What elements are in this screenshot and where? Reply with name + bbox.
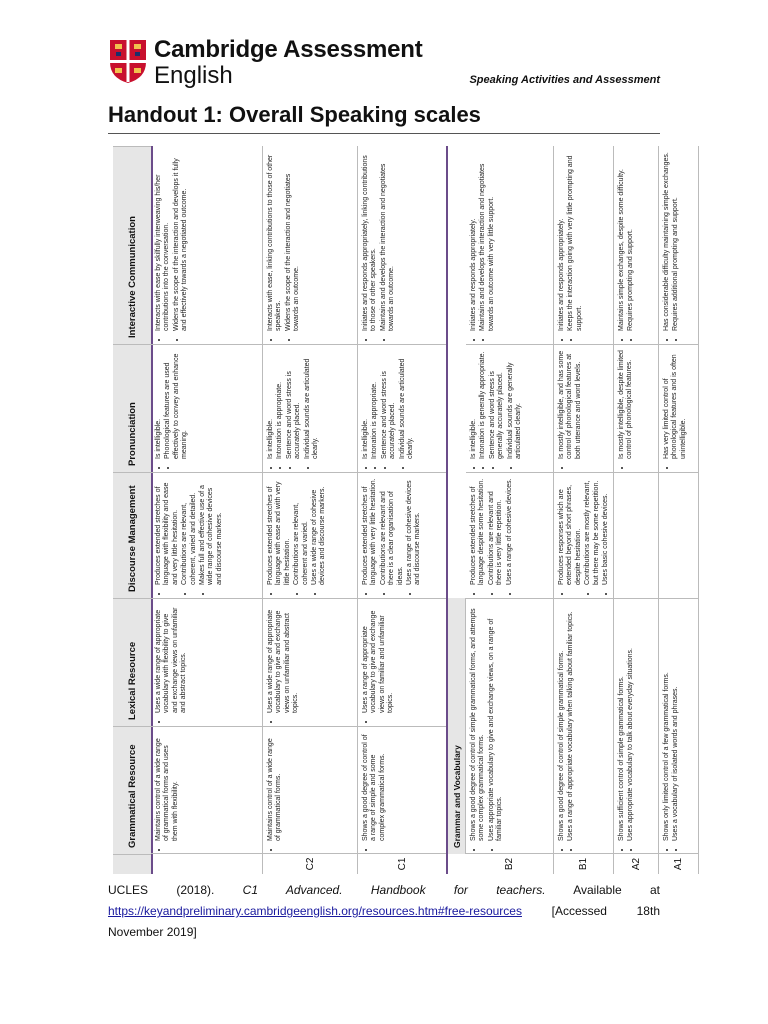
descriptor-item: • Uses appropriate vocabulary to give and exchange views, on a range of familiar topics. xyxy=(488,604,505,841)
grammar-vocabulary-cell xyxy=(659,598,698,854)
discourse-list xyxy=(558,478,610,593)
speaking-scales-grid xyxy=(113,146,687,874)
descriptor-item: • Intonation is appropriate. xyxy=(371,350,379,459)
interactive-list xyxy=(267,151,302,339)
level-label: C2 xyxy=(263,853,357,874)
grammar-vocabulary-list xyxy=(618,604,636,849)
grammar-vocabulary-cell xyxy=(466,598,553,854)
descriptor-item: • Intonation is appropriate. xyxy=(276,350,284,459)
descriptor-item: • Contributions are relevant, coherent, varied and detailed. xyxy=(181,478,198,585)
brand-name-line2: English xyxy=(154,62,233,89)
descriptor-item: • Makes full and effective use of a wide range of cohesive devices and discourse markers. xyxy=(199,478,224,585)
descriptor-item: • Individual sounds are generally articulated clearly. xyxy=(507,350,524,459)
table-row xyxy=(554,146,614,874)
level-label xyxy=(151,853,262,874)
interactive-list xyxy=(362,151,397,339)
level-label: A2 xyxy=(614,853,658,874)
level-label: C1 xyxy=(358,853,446,874)
pronunciation-cell xyxy=(659,344,698,472)
descriptor-item: • Produces extended stretches of language with very little hesitation. xyxy=(362,478,379,585)
descriptor-item: • Produces extended stretches of language with ease and with very little hesitation. xyxy=(267,478,292,585)
descriptor-item: • Sentence and word stress is generally accurately placed. xyxy=(489,350,506,459)
descriptor-item: • Uses a range of appropriate vocabulary to give and exchange views on familiar and unfamiliar topics. xyxy=(362,604,396,713)
pronunciation-cell xyxy=(614,344,658,472)
pronunciation-list xyxy=(663,350,688,467)
pronunciation-list xyxy=(155,350,190,467)
level-label: A1 xyxy=(659,853,698,874)
table-row xyxy=(358,146,448,874)
brand-name-line1: Cambridge Assessment xyxy=(154,36,423,63)
descriptor-item: • Is mostly intelligible, despite limited control of phonological features. xyxy=(618,350,635,459)
discourse-list xyxy=(155,478,224,593)
descriptor-item: • Uses a wide range of appropriate vocabulary with flexibility to give and exchange views on unfamiliar and abstract topics. xyxy=(155,604,189,713)
descriptor-item: • Maintains and develops the interaction and negotiates towards an outcome with very little support. xyxy=(479,151,496,331)
descriptor-item: • Initiates and responds appropriately. xyxy=(558,151,566,331)
speaking-scales-table xyxy=(113,146,687,874)
interactive-list xyxy=(618,151,636,339)
discourse-management-cell xyxy=(554,472,613,598)
descriptor-item: • Uses a vocabulary of isolated words and phrases. xyxy=(672,604,680,841)
interactive-communication-cell xyxy=(659,146,698,344)
column-header: Pronunciation xyxy=(113,344,151,472)
table-header-row xyxy=(113,146,153,874)
descriptor-item: • Interacts with ease, linking contributions to those of other speakers. xyxy=(267,151,284,331)
level-label: B2 xyxy=(466,853,553,874)
pronunciation-cell xyxy=(466,344,553,472)
descriptor-item: • Shows a good degree of control of simple grammatical forms. xyxy=(558,604,566,841)
header xyxy=(108,38,660,98)
descriptor-item: • Produces extended stretches of language with flexibility and ease and very little hesitation. xyxy=(155,478,180,585)
grammatical-list xyxy=(267,732,284,849)
descriptor-item: • Contributions are relevant and there is a clear organisation of ideas. xyxy=(380,478,405,585)
discourse-management-cell xyxy=(358,472,446,598)
descriptor-item: • Contributions are relevant, coherent and varied. xyxy=(293,478,310,585)
pronunciation-list xyxy=(267,350,320,467)
interactive-list xyxy=(663,151,681,339)
descriptor-item: • Intonation is generally appropriate. xyxy=(479,350,487,459)
grammar-vocabulary-cell xyxy=(614,598,658,854)
discourse-list xyxy=(470,478,514,593)
interactive-communication-cell xyxy=(554,146,613,344)
descriptor-item: • Shows only limited control of a few grammatical forms. xyxy=(663,604,671,841)
descriptor-item: • Has considerable difficulty maintaining simple exchanges. xyxy=(663,151,671,331)
descriptor-item: • Sentence and word stress is accurately placed. xyxy=(286,350,303,459)
descriptor-item: • Interacts with ease by skilfully interweaving his/her contributions into the conversation. xyxy=(155,151,172,331)
interactive-communication-cell xyxy=(263,146,357,344)
grammar-vocabulary-band: Grammar and Vocabulary xyxy=(448,598,466,854)
descriptor-item: • Maintains simple exchanges, despite some difficulty. xyxy=(618,151,626,331)
discourse-management-cell xyxy=(659,472,698,598)
column-header: Grammatical Resource xyxy=(113,726,151,854)
discourse-management-cell xyxy=(466,472,553,598)
descriptor-item: • Individual sounds are articulated clearly. xyxy=(304,350,321,459)
descriptor-item: • Has very limited control of phonological features and is often unintelligible. xyxy=(663,350,688,459)
descriptor-item: • Is mostly intelligible, and has some control of phonological features at both utterance and word levels. xyxy=(558,350,583,459)
descriptor-item: • Is intelligible. xyxy=(267,350,275,459)
column-header: Discourse Management xyxy=(113,472,151,598)
descriptor-item: • Requires additional prompting and support. xyxy=(672,151,680,331)
column-header xyxy=(113,854,151,874)
descriptor-item: • Sentence and word stress is accurately placed. xyxy=(381,350,398,459)
citation-link[interactable]: https://keyandpreliminary.cambridgeenglish.org/resources.htm#free-resources xyxy=(108,904,522,918)
discourse-management-cell xyxy=(614,472,658,598)
discourse-list xyxy=(267,478,328,593)
lexical-list xyxy=(362,604,396,721)
descriptor-item: • Produces extended stretches of language despite some hesitation. xyxy=(470,478,487,585)
descriptor-item: • Requires prompting and support. xyxy=(627,151,635,331)
grammatical-resource-cell xyxy=(263,726,357,854)
grammar-vocabulary-cell xyxy=(554,598,613,854)
descriptor-item: • Phonological features are used effectively to convey and enhance meaning. xyxy=(164,350,189,459)
descriptor-item: • Widens the scope of the interaction and negotiates towards an outcome. xyxy=(285,151,302,331)
discourse-list xyxy=(362,478,423,593)
descriptor-item: • Contributions are relevant and there is very little repetition. xyxy=(488,478,505,585)
descriptor-item: • Produces responses which are extended beyond short phrases, despite hesitation. xyxy=(558,478,583,585)
interactive-list xyxy=(470,151,496,339)
page-title: Handout 1: Overall Speaking scales xyxy=(108,102,481,127)
descriptor-item: • Keeps the interaction going with very little prompting and support. xyxy=(567,151,584,331)
descriptor-item: • Shows a good degree of control of a range of simple and some complex grammatical forms. xyxy=(362,732,387,841)
grammatical-resource-cell xyxy=(358,726,446,854)
descriptor-item: • Uses basic cohesive devices. xyxy=(602,478,610,585)
grammar-vocabulary-list xyxy=(663,604,681,849)
descriptor-item: • Individual sounds are articulated clearly. xyxy=(399,350,416,459)
table-row xyxy=(614,146,659,874)
descriptor-item: • Is intelligible. xyxy=(362,350,370,459)
descriptor-item: • Maintains control of a wide range of grammatical forms and uses them with flexibility. xyxy=(155,732,180,841)
descriptor-item: • Uses a range of cohesive devices. xyxy=(506,478,514,585)
citation-available: Available at xyxy=(545,883,661,897)
column-header: Lexical Resource xyxy=(113,598,151,726)
interactive-list xyxy=(558,151,584,339)
lexical-list xyxy=(267,604,301,721)
pronunciation-list xyxy=(470,350,523,467)
table-row xyxy=(263,146,358,874)
grammar-vocabulary-list xyxy=(558,604,576,849)
pronunciation-list xyxy=(618,350,635,467)
lexical-resource-cell xyxy=(263,598,357,726)
grammatical-resource-cell xyxy=(151,726,262,854)
descriptor-item: • Uses a range of cohesive devices and discourse markers. xyxy=(406,478,423,585)
descriptor-item: • Initiates and responds appropriately. xyxy=(470,151,478,331)
pronunciation-cell xyxy=(263,344,357,472)
discourse-management-cell xyxy=(151,472,262,598)
table-row xyxy=(659,146,699,874)
grammatical-list xyxy=(362,732,387,849)
grammatical-list xyxy=(155,732,180,849)
lexical-list xyxy=(155,604,189,721)
descriptor-item: • Is intelligible. xyxy=(155,350,163,459)
pronunciation-cell xyxy=(554,344,613,472)
cambridge-shield-logo-icon xyxy=(108,38,148,84)
descriptor-item: • Contributions are mostly relevant, but there may be some repetition. xyxy=(584,478,601,585)
descriptor-item: • Shows sufficient control of simple grammatical forms. xyxy=(618,604,626,841)
descriptor-item: • Uses appropriate vocabulary to talk about everyday situations. xyxy=(627,604,635,841)
citation-work-title: C1 Advanced. Handbook for teachers. xyxy=(242,883,546,897)
pronunciation-list xyxy=(558,350,583,467)
interactive-communication-cell xyxy=(466,146,553,344)
citation-accessed: [Accessed 18th November 2019] xyxy=(108,904,660,939)
descriptor-item: • Uses a wide range of cohesive devices and discourse markers. xyxy=(311,478,328,585)
citation-prefix: UCLES (2018). xyxy=(108,883,243,897)
pronunciation-list xyxy=(362,350,415,467)
pronunciation-cell xyxy=(151,344,262,472)
lexical-resource-cell xyxy=(151,598,262,726)
descriptor-item: • Widens the scope of the interaction and develops it fully and effectively towards a negotiated outcome. xyxy=(173,151,190,331)
descriptor-item: • Initiates and responds appropriately, linking contributions to those of other speakers. xyxy=(362,151,379,331)
descriptor-item: • Maintains control of a wide range of grammatical forms. xyxy=(267,732,284,841)
column-header: Interactive Communication xyxy=(113,146,151,344)
table-row xyxy=(466,146,554,874)
descriptor-item: • Is intelligible. xyxy=(470,350,478,459)
interactive-communication-cell xyxy=(358,146,446,344)
interactive-communication-cell xyxy=(151,146,262,344)
descriptor-item: • Uses a wide range of appropriate vocabulary to give and exchange views on unfamiliar and abstract topics. xyxy=(267,604,301,713)
pronunciation-cell xyxy=(358,344,446,472)
descriptor-item: • Maintains and develops the interaction and negotiates towards an outcome. xyxy=(380,151,397,331)
title-divider xyxy=(108,133,660,134)
interactive-list xyxy=(155,151,190,339)
document-subtitle: Speaking Activities and Assessment xyxy=(469,74,660,86)
level-label: B1 xyxy=(554,853,613,874)
descriptor-item: • Uses a range of appropriate vocabulary when talking about familiar topics. xyxy=(567,604,575,841)
table-row xyxy=(151,146,263,874)
citation xyxy=(108,880,660,943)
interactive-communication-cell xyxy=(614,146,658,344)
grammar-vocabulary-list xyxy=(470,604,505,849)
descriptor-item: • Shows a good degree of control of simple grammatical forms, and attempts some complex grammatical forms. xyxy=(470,604,487,841)
discourse-management-cell xyxy=(263,472,357,598)
lexical-resource-cell xyxy=(358,598,446,726)
